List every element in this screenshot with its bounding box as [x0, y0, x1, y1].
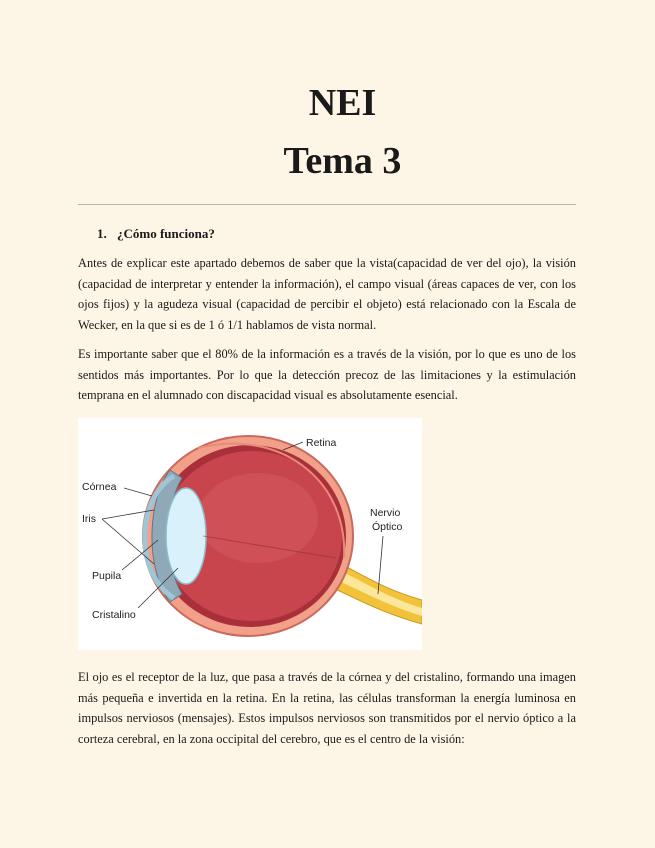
- eye-diagram: [78, 418, 422, 650]
- title-line1: NEI: [308, 82, 377, 124]
- section-heading-text: ¿Cómo funciona?: [117, 226, 215, 241]
- label-cristalino: Cristalino: [92, 609, 136, 621]
- vitreous-highlight: [198, 473, 318, 563]
- title-line2: Tema 3: [283, 140, 402, 182]
- section-number: 1.: [97, 226, 107, 241]
- paragraph-1: Antes de explicar este apartado debemos de saber que la vista(capacidad de ver del ojo), la visión (capacidad de interpretar y entender la información), el campo visual (áreas capaces de ver, con los ojos fijos) y la agudeza visual (capacidad de percibir el objeto) está relacionado con la Escala de Wecker, en la que si es de 1 ó 1/1 hablamos de vista normal.: [78, 256, 576, 332]
- eye-diagram-svg: [78, 418, 422, 650]
- label-pupila: Pupila: [92, 570, 122, 582]
- paragraph-3: El ojo es el receptor de la luz, que pasa a través de la córnea y del cristalino, formando una imagen más pequeña e invertida en la retina. En la retina, las células transforman la energía luminosa en impulsos nerviosos (mensajes). Estos impulsos nerviosos son transmitidos por el nervio óptico a la corteza cerebral, en la zona occipital del cerebro, que es el centro de la visión:: [78, 670, 576, 746]
- leader-cornea: [124, 488, 152, 496]
- label-nervio-1: Nervio: [370, 507, 401, 519]
- title-divider: [78, 204, 576, 205]
- label-retina: Retina: [306, 437, 337, 449]
- lens-shape: [166, 488, 206, 584]
- label-nervio-2: Óptico: [372, 521, 403, 533]
- label-cornea: Córnea: [82, 481, 117, 493]
- label-iris: Iris: [82, 513, 96, 525]
- paragraph-2: Es importante saber que el 80% de la información es a través de la visión, por lo que es uno de los sentidos más importantes. Por lo que la detección precoz de las limitaciones y la estimulación temprana en el alumnado con discapacidad visual es absolutamente esencial.: [78, 347, 576, 402]
- section-heading: [97, 226, 215, 242]
